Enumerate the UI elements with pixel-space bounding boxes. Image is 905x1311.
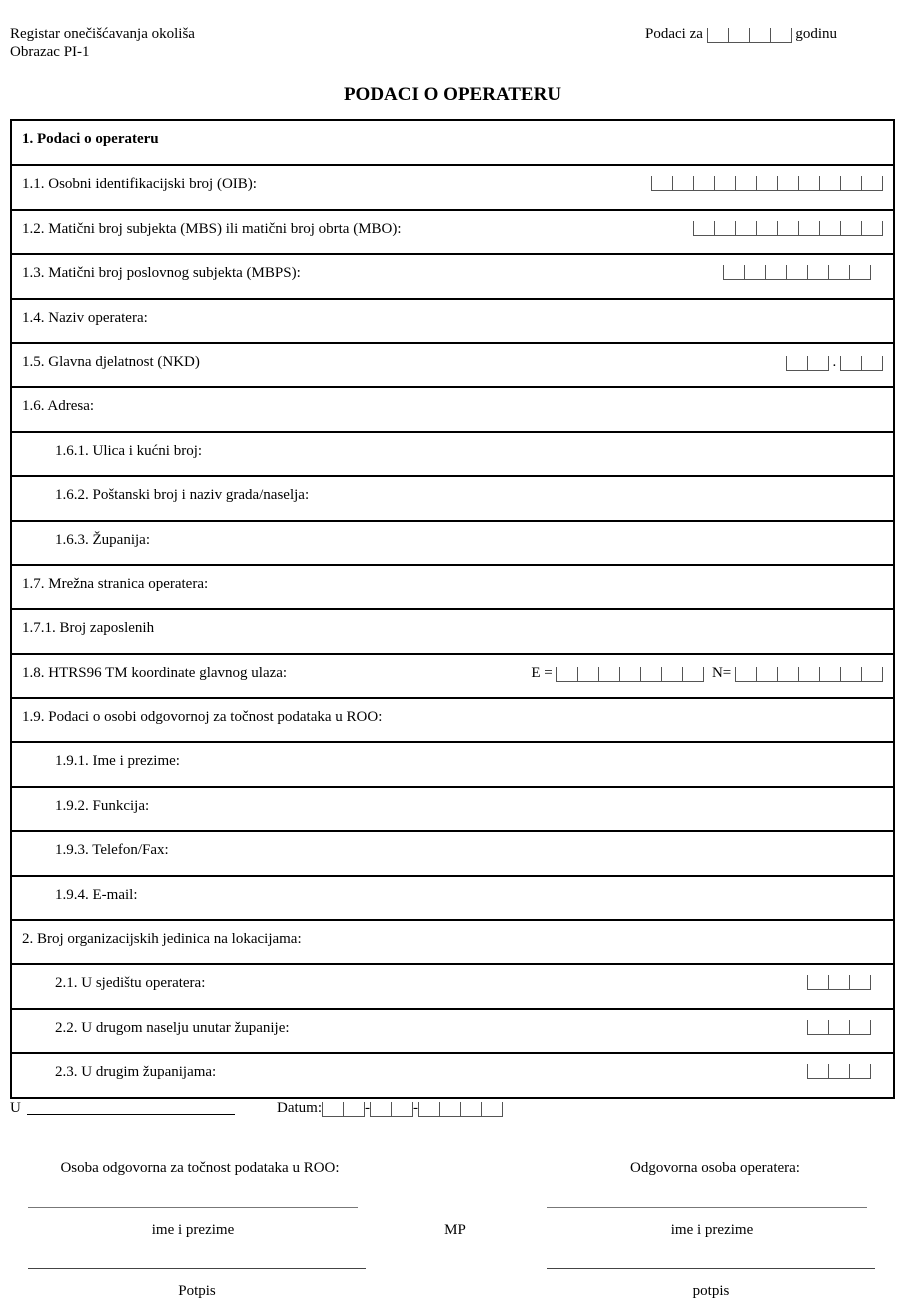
form-row[interactable] [12,786,893,830]
row-label: 1.2. Matični broj subjekta (MBS) ili matični broj obrta (MBO): [22,220,402,237]
digit-box[interactable] [829,1020,850,1035]
form-row[interactable] [12,608,893,652]
date-day-boxes[interactable] [322,1102,365,1117]
row-label: 2.2. U drugom naselju unutar županije: [55,1019,290,1036]
row-label: 1.6.3. Županija: [55,531,150,548]
date-label: Datum: [277,1100,322,1116]
operator-data-table [10,119,895,1099]
digit-box[interactable] [808,265,829,280]
digit-box[interactable] [841,221,862,236]
digit-box[interactable] [862,356,883,371]
row-label: 1.9.1. Ime i prezime: [55,753,180,770]
left-signatory-heading: Osoba odgovorna za točnost podataka u ROO: [60,1160,340,1176]
digit-box[interactable] [820,176,841,191]
digit-box[interactable] [757,667,778,682]
row-label: 1.5. Glavna djelatnost (NKD) [22,353,200,370]
form-code: Obrazac PI-1 [10,44,90,60]
row-label: 1.3. Matični broj poslovnog subjekta (MBPS): [22,265,301,282]
digit-box[interactable] [778,221,799,236]
digit-box[interactable] [757,221,778,236]
right-signature-caption: potpis [692,1283,730,1299]
digit-box[interactable] [841,176,862,191]
digit-box[interactable] [694,221,715,236]
digit-box[interactable] [808,1020,829,1035]
row-label: 1. Podaci o operateru [22,131,159,147]
digit-box[interactable] [557,667,578,682]
form-row[interactable] [12,564,893,608]
form-row [12,253,893,297]
digit-box[interactable] [787,265,808,280]
field-prefix: N= [704,664,735,681]
digit-box[interactable] [808,356,829,371]
row-label: 1.4. Naziv operatera: [22,309,148,326]
digit-boxes[interactable] [840,356,883,371]
row-input [807,1020,871,1035]
date-separator: - [365,1100,370,1116]
digit-box[interactable] [799,221,820,236]
form-row [12,1052,893,1096]
form-row[interactable] [12,875,893,919]
digit-box[interactable] [736,667,757,682]
digit-box[interactable] [829,1064,850,1079]
digit-box[interactable] [641,667,662,682]
digit-boxes[interactable] [735,667,883,682]
digit-box[interactable] [829,975,850,990]
digit-box[interactable] [715,221,736,236]
digit-boxes[interactable] [807,1020,871,1035]
right-signatory-heading: Odgovorna osoba operatera: [630,1160,800,1176]
digit-box[interactable] [708,28,729,43]
digit-box[interactable] [841,356,862,371]
date-month-boxes[interactable] [370,1102,413,1117]
left-name-line[interactable] [28,1207,358,1208]
form-row[interactable] [12,520,893,564]
digit-box[interactable] [729,28,750,43]
digit-box[interactable] [736,176,757,191]
row-label: 2.3. U drugim županijama: [55,1064,217,1081]
digit-box[interactable] [736,221,757,236]
row-input [807,975,871,990]
digit-boxes[interactable] [786,356,829,371]
digit-box[interactable] [371,1102,392,1117]
row-label: 1.6.2. Poštanski broj i naziv grada/naselja: [55,487,310,504]
digit-box[interactable] [778,667,799,682]
digit-box[interactable] [850,265,871,280]
row-input [723,265,871,280]
left-name-caption: ime i prezime [151,1222,235,1238]
digit-box[interactable] [694,176,715,191]
digit-box[interactable] [683,667,704,682]
row-label: 1.9. Podaci o osobi odgovornoj za točnost podataka u ROO: [22,709,383,726]
digit-boxes[interactable] [556,667,704,682]
digit-box[interactable] [862,176,883,191]
row-label: 1.9.2. Funkcija: [55,797,150,814]
digit-box[interactable] [820,667,841,682]
row-label: 1.1. Osobni identifikacijski broj (OIB): [22,176,257,193]
date-separator: - [413,1100,418,1116]
digit-box[interactable] [799,667,820,682]
digit-boxes[interactable] [807,1064,871,1079]
form-row [12,209,893,253]
digit-box[interactable] [750,28,771,43]
digit-box[interactable] [578,667,599,682]
digit-box[interactable] [673,176,694,191]
field-prefix: E = [531,664,557,681]
digit-box[interactable] [808,1064,829,1079]
form-row [12,164,893,208]
digit-box[interactable] [787,356,808,371]
form-row[interactable] [12,919,893,963]
form-row[interactable] [12,298,893,342]
digit-box[interactable] [799,176,820,191]
row-input [807,1064,871,1079]
digit-box[interactable] [724,265,745,280]
form-row[interactable] [12,431,893,475]
digit-box[interactable] [745,265,766,280]
digit-box[interactable] [620,667,641,682]
form-row [12,963,893,1007]
right-name-line[interactable] [547,1207,867,1208]
digit-box[interactable] [862,667,883,682]
row-label: 1.8. HTRS96 TM koordinate glavnog ulaza: [22,664,288,681]
place-prefix: U [10,1100,21,1116]
date-field [277,1100,503,1117]
digit-box[interactable] [715,176,736,191]
digit-box[interactable] [778,176,799,191]
year-prefix: Podaci za [645,26,703,42]
digit-boxes[interactable] [651,176,883,191]
form-row[interactable] [12,697,893,741]
row-label: 1.7. Mrežna stranica operatera: [22,575,209,592]
form-row[interactable] [12,386,893,430]
row-label: 1.7.1. Broj zaposlenih [22,620,155,637]
digit-box[interactable] [820,221,841,236]
row-label: 2. Broj organizacijskih jedinica na lokacijama: [22,931,302,948]
digit-box[interactable] [440,1102,461,1117]
digit-box[interactable] [850,1020,871,1035]
form-row[interactable] [12,830,893,874]
digit-boxes[interactable] [723,265,871,280]
right-signature-line[interactable] [547,1268,875,1269]
digit-box[interactable] [850,975,871,990]
digit-box[interactable] [808,975,829,990]
row-input [651,176,883,191]
right-name-caption: ime i prezime [670,1222,754,1238]
year-suffix: godinu [795,26,838,42]
digit-box[interactable] [652,176,673,191]
row-label: 1.9.4. E-mail: [55,886,138,903]
digit-box[interactable] [419,1102,440,1117]
digit-box[interactable] [461,1102,482,1117]
digit-box[interactable] [771,28,792,43]
digit-box[interactable] [323,1102,344,1117]
left-signature-line[interactable] [28,1268,366,1269]
field-prefix: . [828,353,840,370]
form-row [12,342,893,386]
form-row[interactable] [12,121,893,164]
year-boxes[interactable] [707,28,792,43]
digit-box[interactable] [392,1102,413,1117]
page-title: PODACI O OPERATERU [343,84,562,105]
digit-box[interactable] [841,667,862,682]
digit-box[interactable] [829,265,850,280]
digit-boxes[interactable] [693,221,883,236]
row-label: 1.6.1. Ulica i kućni broj: [55,442,203,459]
form-row[interactable] [12,475,893,519]
row-label: 1.9.3. Telefon/Fax: [55,842,169,859]
digit-box[interactable] [662,667,683,682]
date-year-boxes[interactable] [418,1102,503,1117]
digit-box[interactable] [766,265,787,280]
digit-box[interactable] [344,1102,365,1117]
row-label: 1.6. Adresa: [22,398,95,415]
form-row[interactable] [12,741,893,785]
row-label: 2.1. U sjedištu operatera: [55,975,206,992]
digit-box[interactable] [850,1064,871,1079]
year-field [645,26,837,43]
row-input [693,221,883,236]
form-row [12,1008,893,1052]
digit-box[interactable] [757,176,778,191]
digit-box[interactable] [599,667,620,682]
digit-box[interactable] [862,221,883,236]
place-field[interactable] [27,1114,235,1115]
row-input [531,665,883,682]
registry-name: Registar onečišćavanja okoliša [10,26,195,42]
stamp-label: MP [444,1222,466,1238]
form-row [12,653,893,697]
digit-box[interactable] [482,1102,503,1117]
left-signature-caption: Potpis [178,1283,216,1299]
digit-boxes[interactable] [807,975,871,990]
row-input [786,354,883,371]
